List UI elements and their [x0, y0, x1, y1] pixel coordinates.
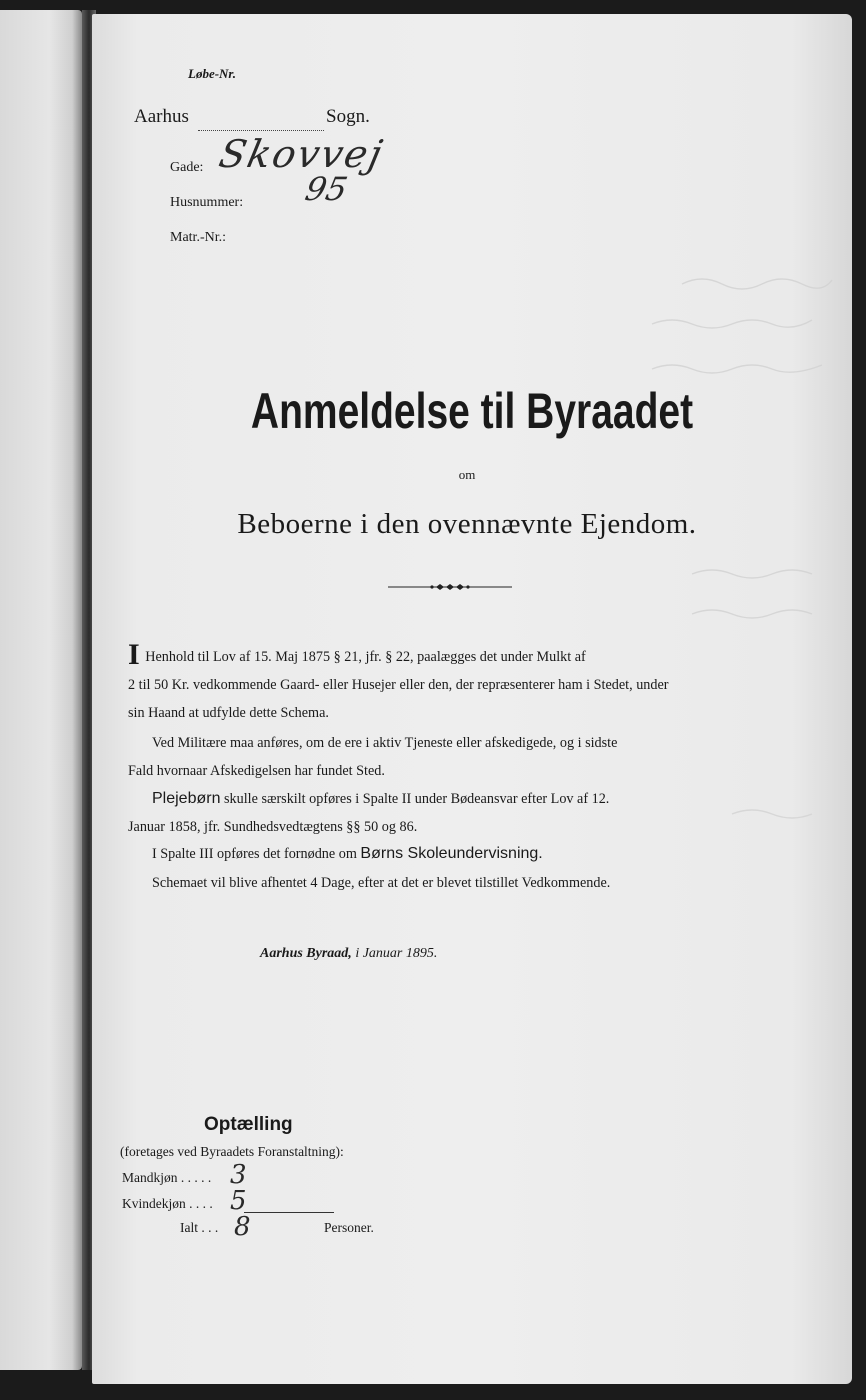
ialt-label: Ialt . . .	[180, 1220, 219, 1235]
total-rule	[244, 1212, 334, 1213]
paragraph-5: Schemaet vil blive afhentet 4 Dage, efter at det er blevet tilstillet Vedkommende.	[152, 875, 611, 891]
kvindekjon-value: 5	[230, 1186, 247, 1216]
count-title: Optælling	[204, 1114, 293, 1135]
paragraph-1-line-2: 2 til 50 Kr. vedkommende Gaard- eller Husejer eller den, der repræsenterer ham i Stedet, under	[128, 677, 669, 693]
husnummer-handwritten-value: 95	[301, 170, 351, 208]
paragraph-2-line-2: Fald hvornaar Afskedigelsen har fundet Sted.	[128, 763, 385, 779]
count-note: (foretages ved Byraadets Foranstaltning):	[120, 1144, 344, 1159]
loebe-nr-label: Løbe-Nr.	[188, 66, 237, 81]
paragraph-1-text: Henhold til Lov af 15. Maj 1875 § 21, jfr. § 22, paalægges det under Mulkt af	[145, 649, 586, 665]
drop-initial: I	[128, 638, 140, 671]
paragraph-3-line-1	[152, 791, 792, 807]
paragraph-1-line-3: sin Haand at udfylde dette Schema.	[128, 705, 329, 721]
document-title: Anmeldelse til Byraadet	[250, 383, 694, 439]
sogn-fill-line	[198, 130, 324, 131]
divider-ornament	[388, 581, 512, 593]
paragraph-1-line-1	[128, 640, 768, 670]
paragraph-3-text: skulle særskilt opføres i Spalte II under Bødeansvar efter Lov af 12.	[224, 791, 610, 807]
ialt-value: 8	[234, 1212, 251, 1242]
gade-handwritten-value: Skovvej	[215, 132, 388, 176]
kvindekjon-label: Kvindekjøn . . . .	[122, 1196, 213, 1211]
title-connector: om	[458, 467, 476, 482]
paragraph-2-line-1: Ved Militære maa anføres, om de ere i aktiv Tjeneste eller afskedigede, og i sidste	[152, 735, 618, 751]
skoleundervisning-emphasis: Børns Skoleundervisning.	[360, 845, 543, 862]
signoff-authority: Aarhus Byraad,	[260, 946, 352, 961]
signoff	[260, 946, 437, 962]
document-page	[92, 14, 852, 1384]
mandkjon-label: Mandkjøn . . . . .	[122, 1170, 212, 1185]
mandkjon-value: 3	[230, 1160, 247, 1190]
facing-page-edge	[0, 10, 82, 1370]
document-subtitle: Beboerne i den ovennævnte Ejendom.	[237, 508, 697, 540]
matr-nr-label: Matr.-Nr.:	[170, 230, 226, 245]
paragraph-3-line-2: Januar 1858, jfr. Sundhedsvedtægtens §§ 50 og 86.	[128, 819, 418, 835]
sogn-label: Sogn.	[326, 106, 370, 127]
gade-label: Gade:	[170, 160, 204, 175]
city-label: Aarhus	[134, 106, 189, 127]
husnummer-label: Husnummer:	[170, 195, 244, 210]
personer-label: Personer.	[324, 1220, 374, 1235]
paragraph-4-text: I Spalte III opføres det fornødne om	[152, 846, 357, 862]
signoff-date: i Januar 1895.	[355, 946, 438, 961]
paragraph-4	[152, 846, 792, 862]
plejeborn-emphasis: Plejebørn	[152, 790, 221, 807]
